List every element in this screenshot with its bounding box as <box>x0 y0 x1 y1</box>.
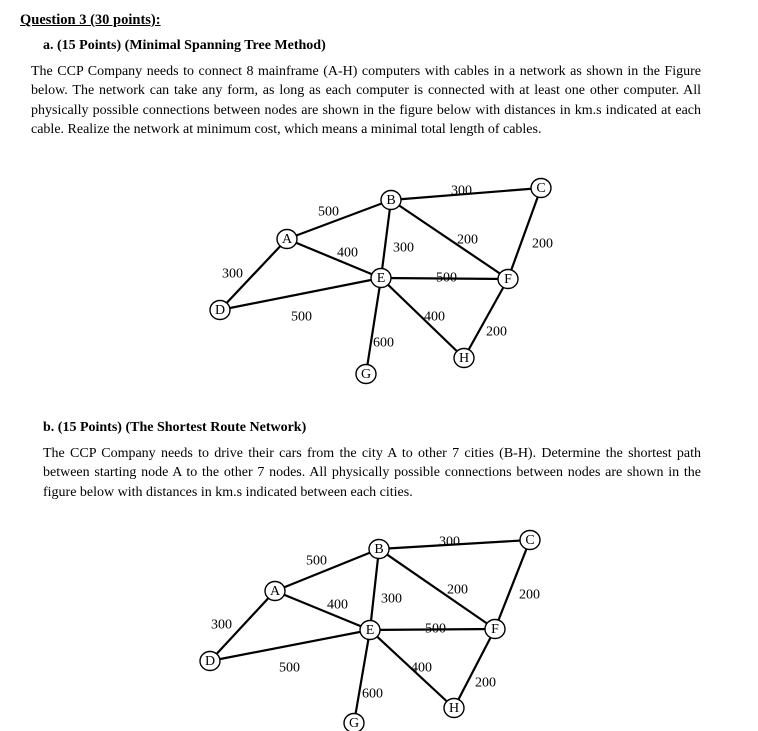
node-label-b: B <box>386 193 396 208</box>
edge-b-f <box>379 549 495 629</box>
edge-distance-label: 500 <box>279 660 300 676</box>
node-label-d: D <box>204 654 216 669</box>
edge-distance-label: 300 <box>222 266 243 282</box>
network-diagram-a <box>0 170 758 410</box>
edge-distance-label: 200 <box>447 582 468 598</box>
edge-a-e <box>287 239 381 278</box>
edge-distance-label: 500 <box>306 553 327 569</box>
edge-f-h <box>454 629 495 708</box>
edge-distance-label: 200 <box>519 587 540 603</box>
edge-c-f <box>495 540 530 629</box>
node-label-c: C <box>525 533 535 548</box>
edge-distance-label: 500 <box>318 204 339 220</box>
edge-a-b <box>275 549 379 591</box>
edge-distance-label: 600 <box>362 686 383 702</box>
edge-c-f <box>508 188 541 279</box>
edge-distance-label: 200 <box>475 675 496 691</box>
node-label-h: H <box>458 351 470 366</box>
edge-distance-label: 500 <box>425 621 446 637</box>
node-label-g: G <box>348 716 360 731</box>
edge-e-g <box>354 630 370 723</box>
node-label-g: G <box>360 367 372 382</box>
edge-distance-label: 300 <box>393 240 414 256</box>
node-label-e: E <box>376 271 386 286</box>
question-title: Question 3 (30 points): <box>20 12 161 28</box>
edge-a-b <box>287 200 391 239</box>
network-diagram-b <box>0 521 758 731</box>
node-label-f: F <box>504 272 512 287</box>
edge-a-e <box>275 591 370 630</box>
edge-d-e <box>220 278 381 310</box>
edge-distance-label: 300 <box>211 617 232 633</box>
node-label-f: F <box>491 622 499 637</box>
edge-distance-label: 200 <box>486 324 507 340</box>
edge-distance-label: 400 <box>327 597 348 613</box>
node-label-h: H <box>448 701 460 716</box>
edge-distance-label: 500 <box>436 270 457 286</box>
edge-f-h <box>464 279 508 358</box>
edge-b-f <box>391 200 508 279</box>
edge-distance-label: 400 <box>337 245 358 261</box>
edge-distance-label: 400 <box>424 309 445 325</box>
part-a-body: The CCP Company needs to connect 8 mainframe (A-H) computers with cables in a network as shown in the Figure below. The network can take any form, as long as each computer is connected with at least one other computer. All physically possible connections between nodes are shown in the figure below with distances in km.s indicated at each cable. Realize the network at minimum cost, which means a minimal total length of cables. <box>31 64 701 138</box>
edge-distance-label: 400 <box>411 660 432 676</box>
edge-distance-label: 200 <box>457 232 478 248</box>
node-label-c: C <box>536 181 546 196</box>
edge-b-e <box>370 549 379 630</box>
edge-distance-label: 300 <box>451 183 472 199</box>
edge-distance-label: 300 <box>381 591 402 607</box>
part-b-body: The CCP Company needs to drive their cars from the city A to other 7 cities (B-H). Determine the shortest path between starting node A to the other 7 nodes. All physically possible connections between nodes are shown in the figure below with distances in km.s indicated between each cities. <box>43 446 701 500</box>
node-label-a: A <box>281 232 293 247</box>
part-a-heading: a. (15 Points) (Minimal Spanning Tree Method) <box>43 38 326 53</box>
edge-distance-label: 300 <box>439 534 460 550</box>
node-label-b: B <box>374 542 384 557</box>
edge-e-g <box>366 278 381 374</box>
edge-distance-label: 200 <box>532 236 553 252</box>
node-label-a: A <box>269 584 281 599</box>
node-label-d: D <box>214 303 226 318</box>
edge-distance-label: 500 <box>291 309 312 325</box>
edge-distance-label: 600 <box>373 335 394 351</box>
node-label-e: E <box>365 623 375 638</box>
part-b-heading: b. (15 Points) (The Shortest Route Network) <box>43 420 307 435</box>
edge-b-e <box>381 200 391 278</box>
